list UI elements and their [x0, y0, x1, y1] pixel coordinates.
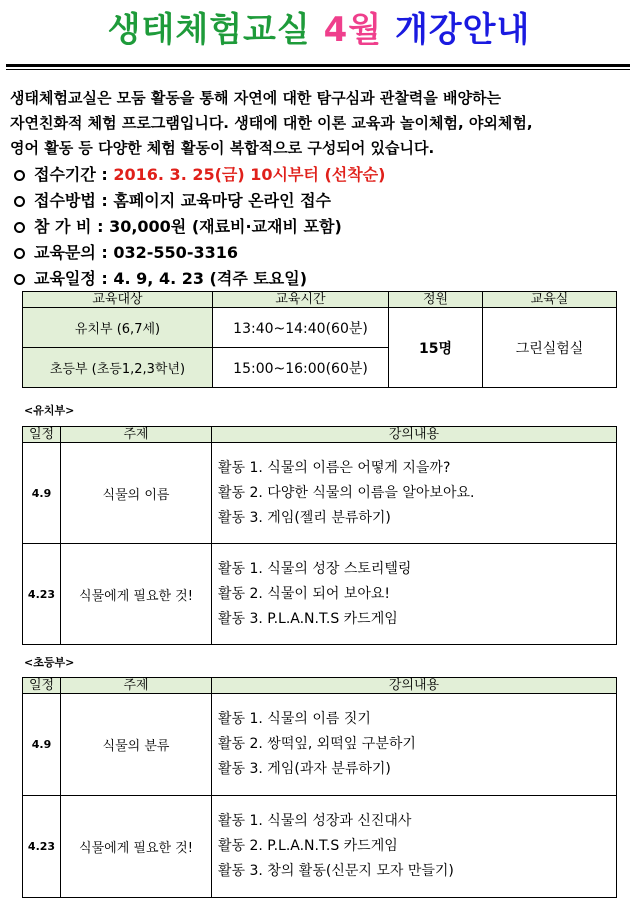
intro-line: 영어 활동 등 다양한 체험 활동이 복합적으로 구성되어 있습니다. — [10, 139, 435, 157]
row-topic: 식물의 분류 — [61, 694, 212, 796]
row-activities — [212, 443, 617, 544]
row-date: 4.9 — [23, 443, 61, 544]
header-content: 강의내용 — [212, 678, 617, 694]
info-value: 4. 9, 4. 23 (격주 토요일) — [113, 269, 308, 288]
page-title — [0, 10, 638, 50]
activity-line: 활동 1. 식물의 이름은 어떻게 지을까? — [218, 459, 451, 476]
activity-line: 활동 3. 창의 활동(신문지 모자 만들기) — [218, 863, 454, 879]
header-room: 교육실 — [483, 292, 617, 308]
time-elem: 15:00~16:00(60분) — [213, 348, 389, 388]
table-row — [23, 694, 617, 796]
row-activities — [212, 544, 617, 645]
info-item-contact — [14, 240, 624, 266]
activity-line: 활동 2. 다양한 식물의 이름을 알아보아요. — [218, 484, 475, 501]
activity-line: 활동 2. 식물이 되어 보아요! — [218, 585, 391, 602]
info-item-period — [14, 162, 624, 188]
row-topic: 식물의 이름 — [61, 443, 212, 544]
section-label-kinder: <유치부> — [24, 404, 75, 417]
activity-line: 활동 3. P.L.A.N.T.S 카드게임 — [218, 610, 398, 627]
title-part-3: 개강안내 — [394, 10, 531, 50]
intro-line: 생태체험교실은 모둠 활동을 통해 자연에 대한 탐구심과 관찰력을 배양하는 — [10, 89, 501, 107]
row-date: 4.9 — [23, 694, 61, 796]
circle-bullet-icon — [14, 196, 25, 207]
info-value: 30,000원 (재료비·교재비 포함) — [109, 217, 342, 236]
info-value: 032-550-3316 — [113, 243, 238, 262]
circle-bullet-icon — [14, 248, 25, 259]
title-part-2: 4월 — [323, 10, 383, 50]
info-item-fee — [14, 214, 624, 240]
activity-line: 활동 1. 식물의 성장과 신진대사 — [218, 813, 412, 829]
info-item-method — [14, 188, 624, 214]
room-value: 그린실험실 — [483, 308, 617, 388]
circle-bullet-icon — [14, 222, 25, 233]
info-value: 2016. 3. 25(금) 10시부터 (선착순) — [113, 165, 386, 184]
activity-line: 활동 2. 쌍떡잎, 외떡잎 구분하기 — [218, 736, 416, 752]
title-rule-thin — [6, 69, 630, 70]
header-capacity: 정원 — [389, 292, 483, 308]
time-kinder: 13:40~14:40(60분) — [213, 308, 389, 348]
header-target: 교육대상 — [23, 292, 213, 308]
activity-line: 활동 1. 식물의 이름 짓기 — [218, 711, 371, 727]
section-label-elem: <초등부> — [24, 656, 75, 669]
intro-paragraph — [10, 86, 630, 161]
row-date: 4.23 — [23, 544, 61, 645]
row-activities — [212, 796, 617, 898]
row-topic: 식물에게 필요한 것! — [61, 796, 212, 898]
info-item-schedule — [14, 266, 624, 292]
header-content: 강의내용 — [212, 427, 617, 443]
row-date: 4.23 — [23, 796, 61, 898]
info-value: 홈페이지 교육마당 온라인 접수 — [113, 191, 332, 210]
header-date: 일정 — [23, 427, 61, 443]
header-topic: 주제 — [61, 678, 212, 694]
target-elem: 초등부 (초등1,2,3학년) — [23, 348, 213, 388]
row-topic: 식물에게 필요한 것! — [61, 544, 212, 645]
target-kinder: 유치부 (6,7세) — [23, 308, 213, 348]
intro-line: 자연친화적 체험 프로그램입니다. 생태에 대한 이론 교육과 놀이체험, 야외체험, — [10, 114, 533, 132]
circle-bullet-icon — [14, 170, 25, 181]
kinder-table — [22, 426, 617, 645]
row-activities — [212, 694, 617, 796]
info-label: 교육일정 : — [34, 269, 108, 288]
circle-bullet-icon — [14, 274, 25, 285]
info-label: 교육문의 : — [34, 243, 108, 262]
title-rule-thick — [6, 64, 630, 67]
elem-table — [22, 677, 617, 898]
capacity-value: 15명 — [389, 308, 483, 388]
info-label: 참 가 비 : — [34, 217, 104, 236]
activity-line: 활동 3. 게임(젤리 분류하기) — [218, 509, 391, 526]
header-date: 일정 — [23, 678, 61, 694]
activity-line: 활동 3. 게임(과자 분류하기) — [218, 761, 391, 777]
activity-line: 활동 2. P.L.A.N.T.S 카드게임 — [218, 838, 398, 854]
table-row — [23, 796, 617, 898]
info-list — [14, 162, 624, 292]
header-topic: 주제 — [61, 427, 212, 443]
summary-table — [22, 291, 617, 388]
table-row — [23, 544, 617, 645]
title-part-1: 생태체험교실 — [107, 10, 311, 50]
info-label: 접수기간 : — [34, 165, 108, 184]
info-label: 접수방법 : — [34, 191, 108, 210]
header-time: 교육시간 — [213, 292, 389, 308]
table-row — [23, 443, 617, 544]
activity-line: 활동 1. 식물의 성장 스토리텔링 — [218, 560, 412, 577]
